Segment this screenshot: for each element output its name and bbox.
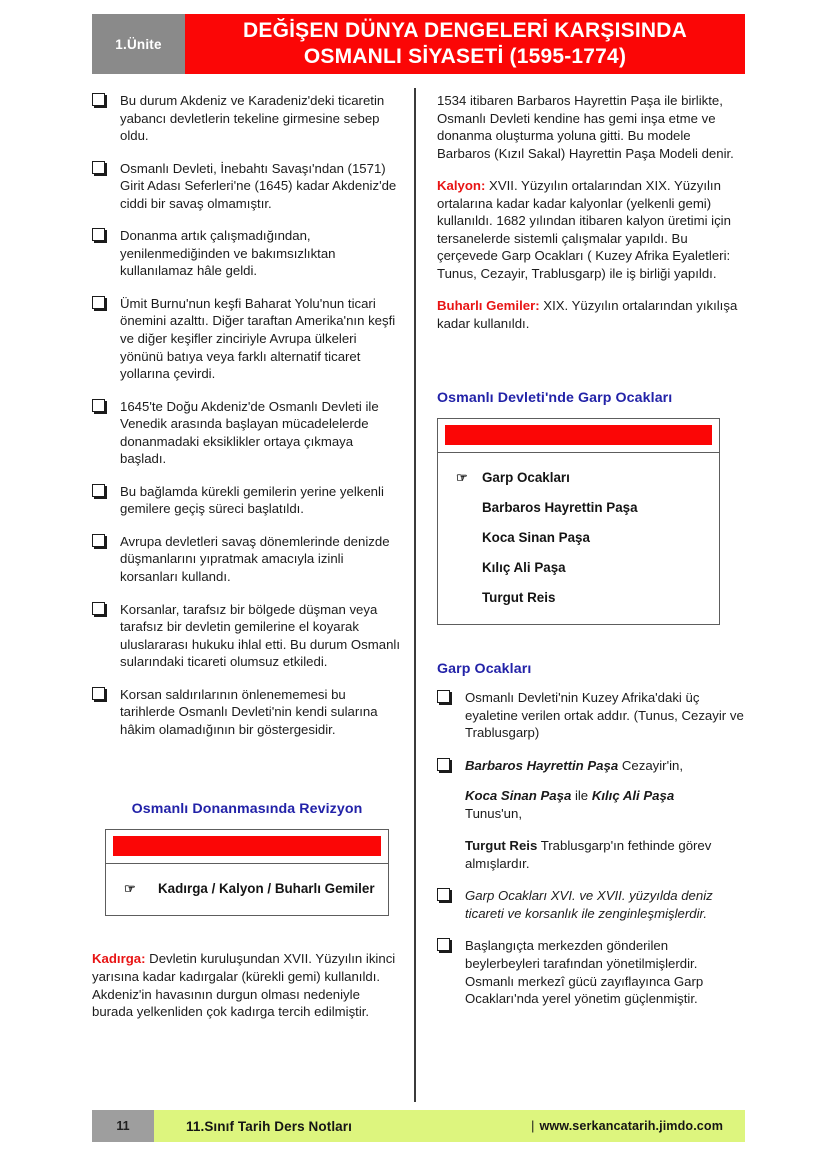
square-bullet-icon — [437, 758, 450, 771]
list-item-sub — [437, 837, 745, 872]
list-item — [92, 483, 402, 518]
garp-box-row-label: Barbaros Hayrettin Paşa — [482, 499, 638, 515]
header-title-banner — [185, 14, 745, 74]
garp-box-row — [438, 553, 719, 583]
revizyon-heading: Osmanlı Donanmasında Revizyon — [131, 801, 363, 818]
list-item — [437, 689, 745, 742]
garp-box-heading: Osmanlı Devleti'nde Garp Ocakları — [437, 389, 673, 406]
footer-page-number: 11 — [92, 1110, 154, 1142]
list-item — [92, 398, 402, 468]
list-item — [92, 686, 402, 739]
kadirga-text: Devletin kuruluşundan XVII. Yüzyılın ikinci yarısına kadar kadırgalar (kürekli gemi) kullanıldı. Akdeniz'in havasının durgun olması nedeniyle burada yelkenliden çok kadırga tercih edilmiştir. — [92, 951, 396, 1020]
unit-badge: 1.Ünite — [92, 14, 185, 74]
revizyon-redbar-cell — [106, 830, 388, 864]
garp-box-row-label: Garp Ocakları — [482, 469, 570, 485]
list-item-text: Osmanlı Devleti'nin Kuzey Afrika'daki üç eyaletine verilen ortak addır. (Tunus, Cezayir ve Trablusgarp) — [465, 689, 744, 741]
column-divider — [414, 88, 416, 1102]
square-bullet-icon — [92, 161, 105, 174]
header-title-line-1: DEĞİŞEN DÜNYA DENGELERİ KARŞISINDA — [243, 19, 687, 43]
garp-redbar-cell — [438, 419, 719, 453]
list-item-text: Bu durum Akdeniz ve Karadeniz'deki ticaretin yabancı devletlerin tekeline girmesine sebep oldu. — [120, 93, 385, 144]
list-item — [92, 601, 402, 671]
list-item-sub — [437, 787, 745, 822]
list-item-text: Donanma artık çalışmadığından, yenilenmediğinden ve bakımsızlıktan kullanılamaz hâle geldi. — [120, 228, 336, 279]
square-bullet-icon — [92, 687, 105, 700]
list-item-text: Korsanlar, tarafsız bir bölgede düşman veya tarafsız bir devletin gemilerine el koyarak uluslararası hukuku ihlal etti. Bu durum Osmanlı sularındaki ticareti olumsuz etkiledi. — [120, 601, 400, 670]
square-bullet-icon — [437, 938, 450, 951]
buharli-label: Buharlı Gemiler: — [437, 298, 540, 314]
red-bar — [113, 836, 381, 856]
list-item-text: Osmanlı Devleti, İnebahtı Savaşı'ndan (1571) Girit Adası Seferleri'ne (1645) kadar Akdeniz'de ciddi bir savaş olmamıştır. — [120, 160, 397, 211]
sub-tail: Tunus'un, — [465, 805, 523, 821]
square-bullet-icon — [92, 296, 105, 309]
pointing-hand-icon: ☞ — [456, 469, 468, 485]
garp-box-row-label: Turgut Reis — [482, 589, 556, 605]
left-column — [92, 92, 402, 1036]
buharli-paragraph — [437, 297, 745, 332]
footer-band — [154, 1110, 745, 1142]
garp-bullet-list — [437, 689, 745, 1008]
right-column — [437, 92, 745, 1023]
list-item-text: 1645'te Doğu Akdeniz'de Osmanlı Devleti ile Venedik arasında başlayan mücadelelerde donanmadaki eksiklikler ortaya çıkmaya başladı. — [120, 398, 379, 467]
square-bullet-icon — [92, 399, 105, 412]
square-bullet-icon — [437, 888, 450, 901]
list-item — [92, 533, 402, 586]
barbaros-rest: Cezayir'in, — [618, 757, 684, 773]
revizyon-box-row — [106, 874, 388, 904]
square-bullet-icon — [92, 534, 105, 547]
list-item-text: Avrupa devletleri savaş dönemlerinde denizde düşmanlarını yıpratmak amacıyla izinli korsanları kullandı. — [120, 533, 390, 585]
garp-box-body — [438, 453, 719, 624]
garp-box-row-label: Kılıç Ali Paşa — [482, 559, 566, 575]
revizyon-box-body — [106, 864, 388, 915]
garp-box-row — [438, 493, 719, 523]
kalyon-text: XVII. Yüzyılın ortalarından XIX. Yüzyılın ortalarına kadar kadar kalyonlar (yelkenli gemi) kullanıldı. 1682 yılından itibaren kalyon üretimi için tersanelerde sistemli çalışmalar yapıldı. Bu çerçevede Garp Ocakları ( Kuzey Afrika Eyaletleri: Tunus, Cezayir, Trablusgarp) ile iş birliği yapıldı. — [437, 178, 731, 281]
square-bullet-icon — [92, 484, 105, 497]
kalyon-paragraph — [437, 177, 745, 282]
list-item-text: Ümit Burnu'nun keşfi Baharat Yolu'nun ticari önemini azalttı. Diğer taraftan Amerika'nın keşfi ve diğer keşifler zinciriyle Avrupa ülkeleri yönünü batıya veya farklı alternatif ticaret yollarına çevirdi. — [120, 295, 396, 382]
square-bullet-icon — [92, 228, 105, 241]
pointing-hand-icon: ☞ — [124, 881, 136, 897]
header-title-line-2: OSMANLI SİYASETİ (1595-1774) — [303, 45, 627, 68]
list-item — [437, 887, 745, 922]
list-item — [92, 92, 402, 145]
kadirga-label: Kadırga: — [92, 951, 146, 967]
garp-box-row — [438, 523, 719, 553]
footer-website — [531, 1119, 723, 1133]
footer-site-url: www.serkancatarih.jimdo.com — [539, 1119, 723, 1133]
revizyon-box — [105, 829, 389, 916]
list-item-text: Bu bağlamda kürekli gemilerin yerine yelkenli gemilere geçiş süreci başlatıldı. — [120, 483, 384, 517]
garp-box-row — [438, 463, 719, 493]
list-item-text: Garp Ocakları XVI. ve XVII. yüzyılda deniz ticareti ve korsanlık ile zenginleşmişlerdir. — [465, 888, 713, 921]
page-header — [92, 14, 745, 74]
square-bullet-icon — [92, 602, 105, 615]
buharli-text: XIX. Yüzyılın ortalarından yıkılışa kadar kullanıldı. — [437, 298, 738, 332]
turgut-reis-name: Turgut Reis — [465, 838, 538, 854]
footer-separator: | — [531, 1119, 535, 1133]
garp-box-row — [438, 583, 719, 613]
list-item-text: Başlangıçta merkezden gönderilen beylerbeyleri tarafından yönetilmişlerdir. Osmanlı merkezî gücü zayıflayınca Garp Ocakları'nda yerel yönetim güçlenmiştir. — [465, 938, 704, 1007]
sub-mid: ile — [571, 788, 592, 804]
garp-box-row-label: Koca Sinan Paşa — [482, 529, 590, 545]
kadirga-paragraph — [92, 950, 402, 1020]
kalyon-label: Kalyon: — [437, 178, 486, 194]
barbaros-name: Barbaros Hayrettin Paşa — [465, 757, 619, 773]
kilic-ali-name: Kılıç Ali Paşa — [591, 788, 675, 804]
left-bullet-list — [92, 92, 402, 738]
revizyon-box-row-label: Kadırga / Kalyon / Buharlı Gemiler — [158, 881, 375, 897]
garp-ocaklari-heading: Garp Ocakları — [437, 660, 532, 677]
red-bar — [445, 425, 712, 445]
list-item — [92, 295, 402, 383]
turgut-rest: Trablusgarp'ın fethinde görev almışlardır. — [465, 838, 712, 871]
list-item — [437, 937, 745, 1007]
list-item — [437, 757, 745, 775]
square-bullet-icon — [437, 690, 450, 703]
koca-sinan-name: Koca Sinan Paşa — [465, 788, 572, 804]
intro-paragraph: 1534 itibaren Barbaros Hayrettin Paşa ile birlikte, Osmanlı Devleti kendine has gemi inşa etme ve donanma oluşturma yoluna gitti. Bu modele Barbaros (Kızıl Sakal) Hayrettin Paşa Modeli denir. — [437, 93, 734, 161]
footer-label: 11.Sınıf Tarih Ders Notları — [186, 1118, 352, 1134]
square-bullet-icon — [92, 93, 105, 106]
list-item-text: Korsan saldırılarının önlenememesi bu tarihlerde Osmanlı Devleti'nin kendi sularına hâkim olamadığının bir göstergesidir. — [120, 686, 378, 737]
list-item — [92, 160, 402, 213]
page-footer — [92, 1110, 745, 1142]
garp-ocaklari-box — [437, 418, 720, 625]
list-item — [92, 227, 402, 280]
